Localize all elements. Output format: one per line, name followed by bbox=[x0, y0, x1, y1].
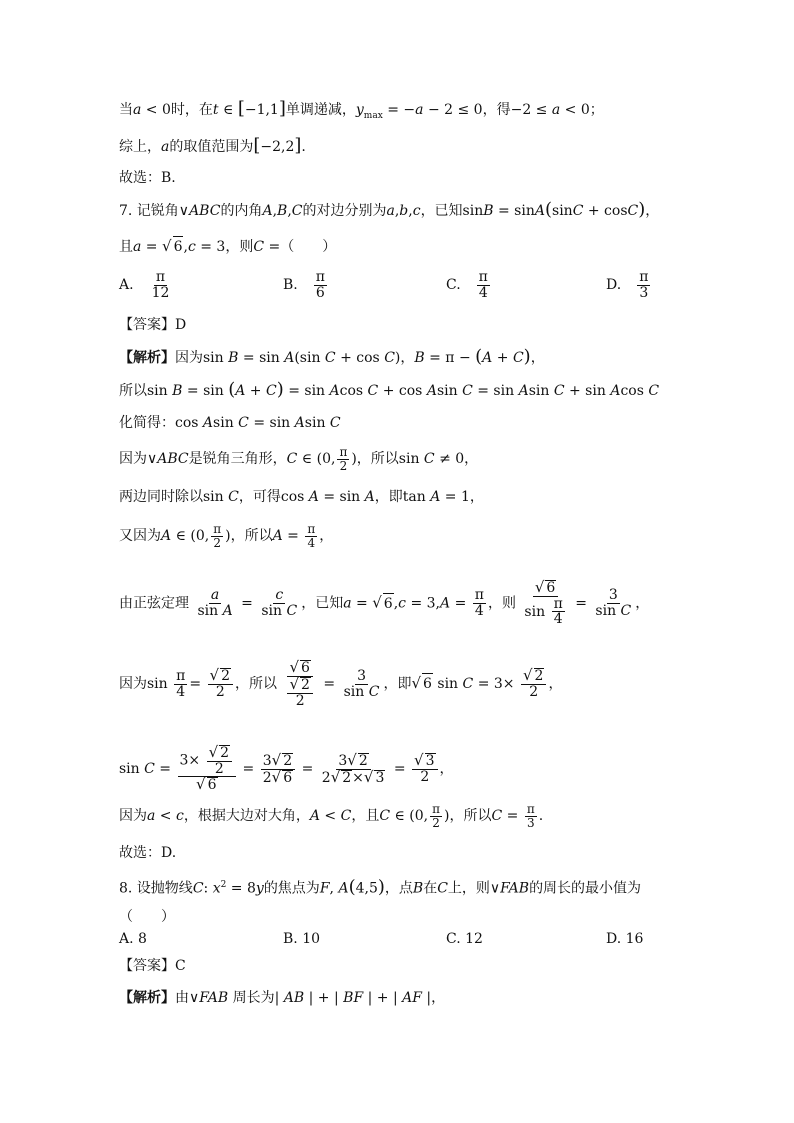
q7-solution-2: 所以sin B = sin (A + C) = sin Acos C + cos Asin C = sin Asin C + sin Acos C bbox=[119, 379, 660, 400]
q7-solution-7: 由正弦定理 $\frac{a}{\text{sin A}}$ = $\frac{c}{\text{sin C}}$ ，已知a = √ 6,c = 3,A = $\frac{\pi}{4}$ ，则 √ 6 sin $\frac{\pi}{4}$ = $\frac{3}{\text{sin C}}$ ， bbox=[119, 578, 650, 628]
option-a[interactable]: A. $\frac{\pi}{12}$ bbox=[119, 269, 170, 301]
question-8-stem: 8. 设抛物线C: $x^2 = 8y$的焦点为F, A(4,5)，点B在C上，则∨FAB的周长的最小值为 bbox=[119, 876, 642, 898]
question-8-stem-2: （ ） bbox=[119, 909, 175, 925]
q7-solution-8: 因为sin $\frac{\pi}{4}$ = $\frac{√ 2}{2}$ ，所以 $\frac{√ 6}{\frac{√ 2}{2}}$ = $\frac{3}{\text{sin C}}$ ，即√ 6 sin C = 3× $\frac{√ 2}{2}$ ， bbox=[119, 658, 563, 709]
question-7-stem: 7. 记锐角∨ABC的内角A,B,C的对边分别为a,b,c，已知sinB = sinA(sinC + cosC)， bbox=[119, 199, 660, 220]
text-line-2: 综上，a的取值范围为[−2,2]. bbox=[119, 135, 306, 156]
option-d[interactable]: D. $\frac{\pi}{3}$ bbox=[606, 269, 649, 301]
q7-solution-3: 化简得：cos Asin C = sin Asin C bbox=[119, 415, 341, 431]
option-c[interactable]: C. 12 bbox=[446, 931, 483, 947]
option-c[interactable]: C. $\frac{\pi}{4}$ bbox=[446, 269, 488, 301]
q7-solution-9: sin C = 3× $\frac{√ 2}{2}$ √ 6 = $\frac{3√ 2}{2√ 6}$ = $\frac{3√ 2}{2√ 2\times√ 3}$ = $\frac{√ 3}{2}$ ， bbox=[119, 743, 454, 794]
q7-solution-10: 因为a < c，根据大边对大角，A < C，且C ∈ (0, $\frac{\pi}{2}$ )，所以C = $\frac{\pi}{3}$ . bbox=[119, 802, 544, 830]
q7-conclusion: 故选：D. bbox=[119, 845, 177, 861]
q7-answer: 【答案】D bbox=[119, 317, 187, 333]
option-b[interactable]: B. $\frac{\pi}{6}$ bbox=[283, 269, 325, 301]
option-a[interactable]: A. 8 bbox=[119, 931, 147, 947]
q7-solution-6: 又因为A ∈ (0, $\frac{\pi}{2}$ )，所以A = $\frac{\pi}{4}$ ， bbox=[119, 522, 334, 550]
option-d[interactable]: D. 16 bbox=[606, 931, 644, 947]
q8-answer: 【答案】C bbox=[119, 958, 186, 974]
q7-solution-4: 因为∨ABC是锐角三角形，C ∈ (0, $\frac{\pi}{2}$ )，所以sin C ≠ 0， bbox=[119, 445, 479, 473]
question-7-stem-2: 且a = √ 6,c = 3，则C =（ ） bbox=[119, 237, 337, 255]
q8-solution-1: 【解析】由∨FAB 周长为| AB | + | BF | + | AF |， bbox=[119, 990, 446, 1006]
q7-solution-5: 两边同时除以sin C，可得cos A = sin A，即tan A = 1， bbox=[119, 489, 484, 505]
text-line-1: 当a < 0时，在t ∈ [−1,1]单调递减，$y_{max} = -a - 2 \le 0$，得−2 ≤ a < 0； bbox=[119, 98, 604, 121]
option-b[interactable]: B. 10 bbox=[283, 931, 321, 947]
q7-solution-1: 【解析】因为sin B = sin A(sin C + cos C)，B = π − (A + C)， bbox=[119, 346, 545, 367]
text-line-3: 故选：B. bbox=[119, 170, 176, 186]
